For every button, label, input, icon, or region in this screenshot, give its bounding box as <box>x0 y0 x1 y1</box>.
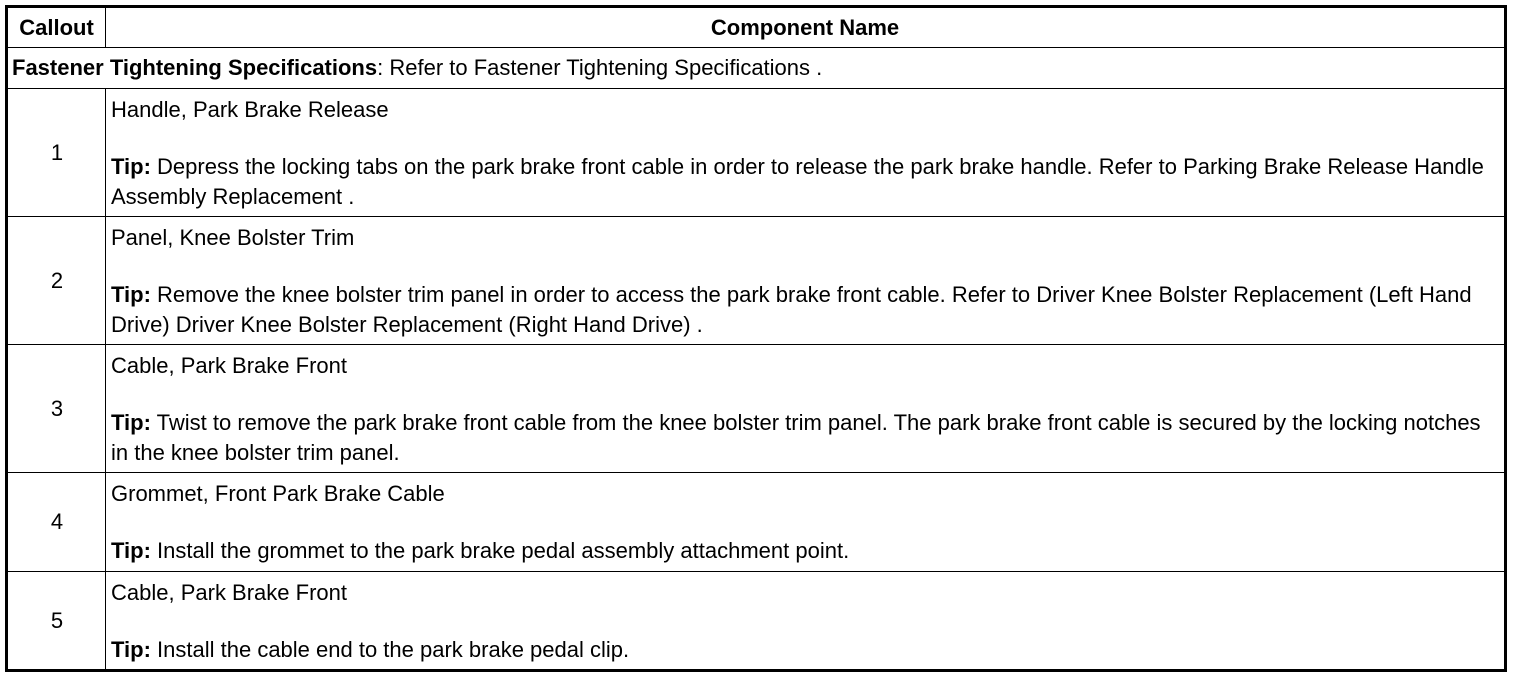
tip-text: Install the grommet to the park brake pedal assembly attachment point. <box>150 538 850 563</box>
table-row <box>7 217 1506 345</box>
component-cell <box>106 217 1506 345</box>
tip-label: Tip: <box>111 637 151 662</box>
spec-separator: : <box>377 55 390 80</box>
callout-number: 2 <box>7 217 106 345</box>
component-cell <box>106 572 1506 671</box>
tip-text: Remove the knee bolster trim panel in order to access the park brake front cable. Refer to Driver Knee Bolster Replacement (Left Hand Drive) Driver Knee Bolster Replacement (Right Hand Drive) . <box>111 282 1472 337</box>
header-component-name: Component Name <box>106 7 1506 48</box>
component-name: Panel, Knee Bolster Trim <box>111 225 355 250</box>
component-cell <box>106 473 1506 572</box>
tip-label: Tip: <box>111 154 151 179</box>
spec-link-text[interactable]: Refer to Fastener Tightening Specifications . <box>389 55 823 80</box>
component-name: Cable, Park Brake Front <box>111 353 347 378</box>
spec-row <box>7 48 1506 89</box>
component-name: Grommet, Front Park Brake Cable <box>111 481 445 506</box>
callout-number: 4 <box>7 473 106 572</box>
callout-number: 1 <box>7 89 106 217</box>
tip-text: Depress the locking tabs on the park brake front cable in order to release the park brake handle. Refer to Parking Brake Release Handle Assembly Replacement . <box>111 154 1484 209</box>
table-row <box>7 473 1506 572</box>
spec-label: Fastener Tightening Specifications <box>12 55 378 80</box>
header-row <box>7 7 1506 48</box>
tip-text: Install the cable end to the park brake pedal clip. <box>150 637 630 662</box>
tip-label: Tip: <box>111 410 151 435</box>
callout-number: 3 <box>7 345 106 473</box>
tip-text: Twist to remove the park brake front cable from the knee bolster trim panel. The park brake front cable is secured by the locking notches in the knee bolster trim panel. <box>111 410 1481 465</box>
component-cell <box>106 89 1506 217</box>
table-row <box>7 345 1506 473</box>
component-table <box>5 5 1507 672</box>
tip-label: Tip: <box>111 282 151 307</box>
tip-label: Tip: <box>111 538 151 563</box>
component-table-container <box>5 5 1507 672</box>
table-row <box>7 572 1506 671</box>
spec-cell <box>7 48 1506 89</box>
table-row <box>7 89 1506 217</box>
component-name: Handle, Park Brake Release <box>111 97 389 122</box>
callout-number: 5 <box>7 572 106 671</box>
header-callout: Callout <box>7 7 106 48</box>
component-name: Cable, Park Brake Front <box>111 580 347 605</box>
component-cell <box>106 345 1506 473</box>
